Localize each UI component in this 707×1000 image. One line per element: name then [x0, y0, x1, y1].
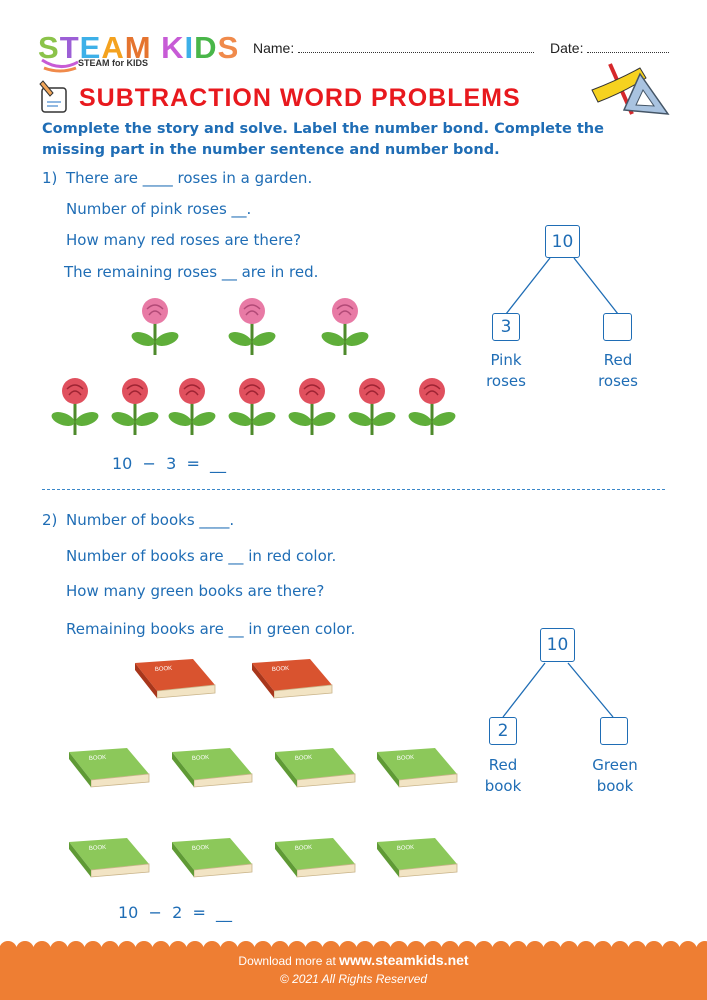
- problem-2-line: Remaining books are __ in green color.: [66, 620, 356, 638]
- bond-2-whole: 10: [540, 628, 575, 662]
- steam-kids-logo: STEAM KIDS: [38, 30, 240, 65]
- problem-1-number: 1): [42, 169, 58, 187]
- bond-2-label-1: Red book: [484, 756, 522, 795]
- name-label: Name:: [253, 40, 295, 56]
- book-icon: [67, 744, 151, 788]
- rose-icon: [344, 375, 400, 437]
- bond-1-part-1: 3: [492, 313, 520, 341]
- problem-2-equation: 10 − 2 = __: [118, 903, 233, 922]
- bond-2-part-1: 2: [489, 717, 517, 745]
- book-icon: [375, 834, 459, 878]
- problem-2-line: How many green books are there?: [66, 582, 325, 600]
- svg-text:BOOK: BOOK: [294, 754, 313, 762]
- bond-2-label-2: Green book: [592, 756, 638, 795]
- rose-icon: [404, 375, 460, 437]
- footer-copyright: © 2021 All Rights Reserved: [279, 972, 428, 986]
- problem-1-line: How many red roses are there?: [66, 231, 302, 249]
- book-icon: [250, 655, 334, 699]
- bond-2-part-2-input[interactable]: [600, 717, 628, 745]
- rose-icon: [224, 375, 280, 437]
- rose-icon: [107, 375, 163, 437]
- rose-icon: [127, 295, 183, 357]
- book-icon: [375, 744, 459, 788]
- problem-1-equation: 10 − 3 = __: [112, 454, 227, 473]
- rose-icon: [284, 375, 340, 437]
- svg-text:BOOK: BOOK: [191, 754, 210, 762]
- book-icon: [170, 834, 254, 878]
- problem-2-line: Number of books are __ in red color.: [66, 547, 337, 565]
- logo-subtitle: STEAM for KIDS: [78, 58, 149, 68]
- rose-icon: [317, 295, 373, 357]
- book-icon: [67, 834, 151, 878]
- svg-text:BOOK: BOOK: [396, 844, 415, 852]
- svg-text:BOOK: BOOK: [294, 844, 313, 852]
- worksheet-pencil-icon: [36, 80, 70, 114]
- rose-icon: [164, 375, 220, 437]
- ruler-triangle-icon: [588, 60, 672, 118]
- instructions: Complete the story and solve. Label the number bond. Complete the missing part in the number sentence and number bond.: [42, 121, 604, 158]
- date-label: Date:: [550, 40, 584, 56]
- bond-1-label-1: Pink roses: [486, 351, 526, 390]
- page-title: SUBTRACTION WORD PROBLEMS: [79, 84, 521, 112]
- problem-1-line: There are ____ roses in a garden.: [66, 169, 313, 187]
- svg-text:BOOK: BOOK: [271, 665, 290, 673]
- rose-icon: [224, 295, 280, 357]
- svg-text:BOOK: BOOK: [396, 754, 415, 762]
- problem-1-line: The remaining roses __ are in red.: [64, 263, 319, 281]
- problem-1-line: Number of pink roses __.: [66, 200, 252, 218]
- name-field[interactable]: [253, 40, 534, 56]
- bond-1-part-2-input[interactable]: [603, 313, 632, 341]
- footer-download: Download more at www.steamkids.net: [238, 952, 469, 968]
- problem-2-line: Number of books ____.: [66, 511, 235, 529]
- bond-1-whole: 10: [545, 225, 580, 258]
- svg-text:BOOK: BOOK: [191, 844, 210, 852]
- book-icon: [133, 655, 217, 699]
- book-icon: [170, 744, 254, 788]
- svg-text:BOOK: BOOK: [154, 665, 173, 673]
- book-icon: [273, 744, 357, 788]
- problem-2-number: 2): [42, 511, 58, 529]
- svg-text:BOOK: BOOK: [88, 844, 107, 852]
- rose-icon: [47, 375, 103, 437]
- footer-link[interactable]: www.steamkids.net: [339, 952, 469, 968]
- bond-1-label-2: Red roses: [598, 351, 638, 390]
- svg-text:BOOK: BOOK: [88, 754, 107, 762]
- logo-swoosh-icon: [40, 58, 80, 74]
- date-field[interactable]: [550, 40, 669, 56]
- section-divider: [42, 489, 665, 490]
- book-icon: [273, 834, 357, 878]
